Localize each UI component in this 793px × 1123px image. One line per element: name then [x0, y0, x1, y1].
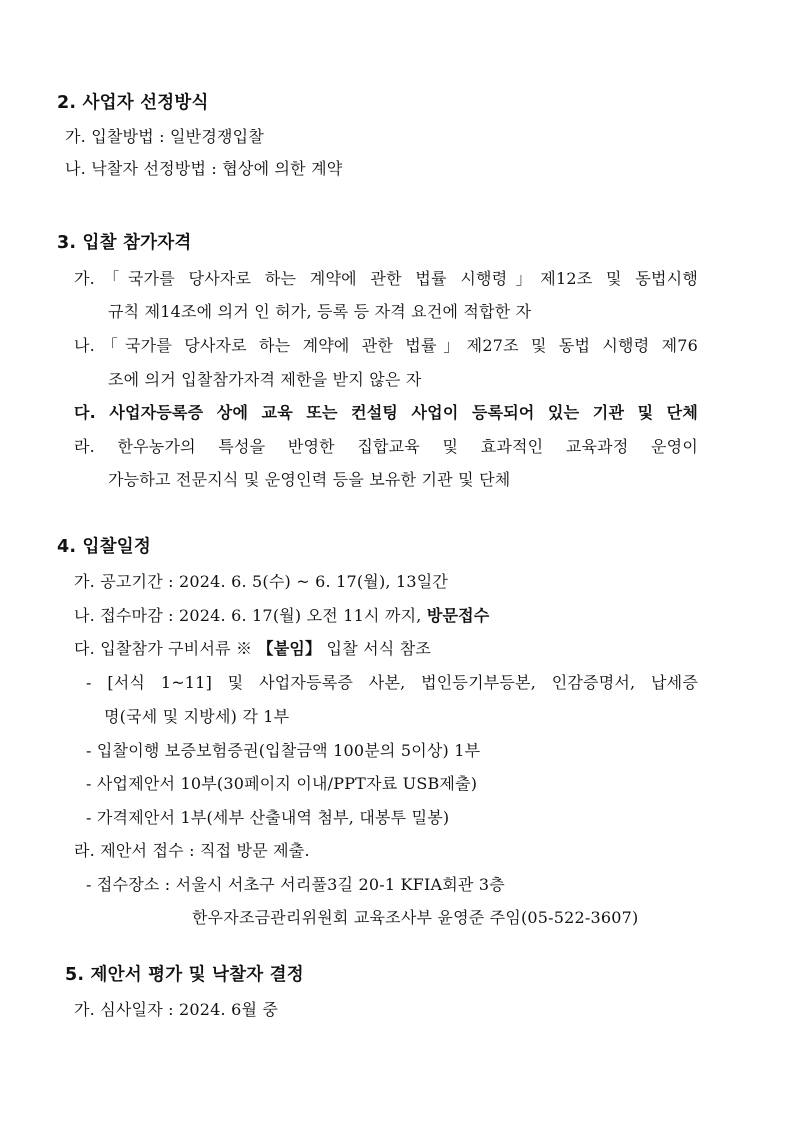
- section-3-item-ra-line1: 라. 한우농가의 특성을 반영한 집합교육 및 효과적인 교육과정 운영이: [74, 437, 698, 456]
- section-4-item-da: [74, 638, 431, 660]
- section-3-item-na-line2: 조에 의거 입찰참가자격 제한을 받지 않은 자: [108, 370, 422, 389]
- section-3-item-ga-line1: 가.「국가를 당사자로 하는 계약에 관한 법률 시행령」제12조 및 동법시행: [74, 269, 698, 288]
- section-5-item-ga: 가. 심사일자 : 2024. 6월 중: [74, 1000, 279, 1019]
- section-3-item-ga-line2: 규칙 제14조에 의거 인 허가, 등록 등 자격 요건에 적합한 자: [108, 302, 532, 321]
- section-4-place: - 접수장소 : 서울시 서초구 서리풀3길 20-1 KFIA회관 3층: [86, 875, 505, 894]
- section-4-item-na: [74, 605, 489, 627]
- section-4-item-da-bold: 【붙임】: [257, 639, 322, 658]
- section-5-heading: 5. 제안서 평가 및 낙찰자 결정: [65, 965, 304, 985]
- section-4-item-da-text: 다. 입찰참가 구비서류 ※: [74, 639, 258, 658]
- section-2-item-ga: 가. 입찰방법 : 일반경쟁입찰: [65, 127, 264, 146]
- section-3-item-na-line1: 나.「국가를 당사자로 하는 계약에 관한 법률」제27조 및 동법 시행령 제76: [74, 336, 698, 355]
- section-4-doc-1-line2: 명(국세 및 지방세) 각 1부: [104, 707, 290, 726]
- section-4-doc-4: - 가격제안서 1부(세부 산출내역 첨부, 대봉투 밀봉): [86, 808, 450, 827]
- section-3-heading: 3. 입찰 참가자격: [57, 233, 192, 253]
- section-4-doc-3: - 사업제안서 10부(30페이지 이내/PPT자료 USB제출): [86, 774, 478, 793]
- section-4-item-na-text: 나. 접수마감 : 2024. 6. 17(월) 오전 11시 까지,: [74, 606, 427, 625]
- section-4-item-na-bold: 방문접수: [426, 606, 490, 625]
- section-4-doc-2: - 입찰이행 보증보험증권(입찰금액 100분의 5이상) 1부: [86, 741, 481, 760]
- section-3-item-da: 다. 사업자등록증 상에 교육 또는 컨설팅 사업이 등록되어 있는 기관 및 단체: [74, 403, 698, 422]
- section-4-contact: 한우자조금관리위원회 교육조사부 윤영준 주임(05-522-3607): [192, 908, 639, 927]
- section-2-heading: 2. 사업자 선정방식: [57, 93, 209, 113]
- section-2-item-na: 나. 낙찰자 선정방법 : 협상에 의한 계약: [65, 159, 343, 178]
- section-4-item-da-suffix: 입찰 서식 참조: [321, 639, 432, 658]
- section-4-heading: 4. 입찰일정: [57, 537, 151, 557]
- section-4-item-ra: 라. 제안서 접수 : 직접 방문 제출.: [74, 841, 310, 860]
- section-4-item-ga: 가. 공고기간 : 2024. 6. 5(수) ~ 6. 17(월), 13일간: [74, 572, 449, 591]
- section-3-item-ra-line2: 가능하고 전문지식 및 운영인력 등을 보유한 기관 및 단체: [108, 470, 511, 489]
- section-4-doc-1-line1: - [서식 1~11] 및 사업자등록증 사본, 법인등기부등본, 인감증명서, 납세증: [86, 673, 698, 692]
